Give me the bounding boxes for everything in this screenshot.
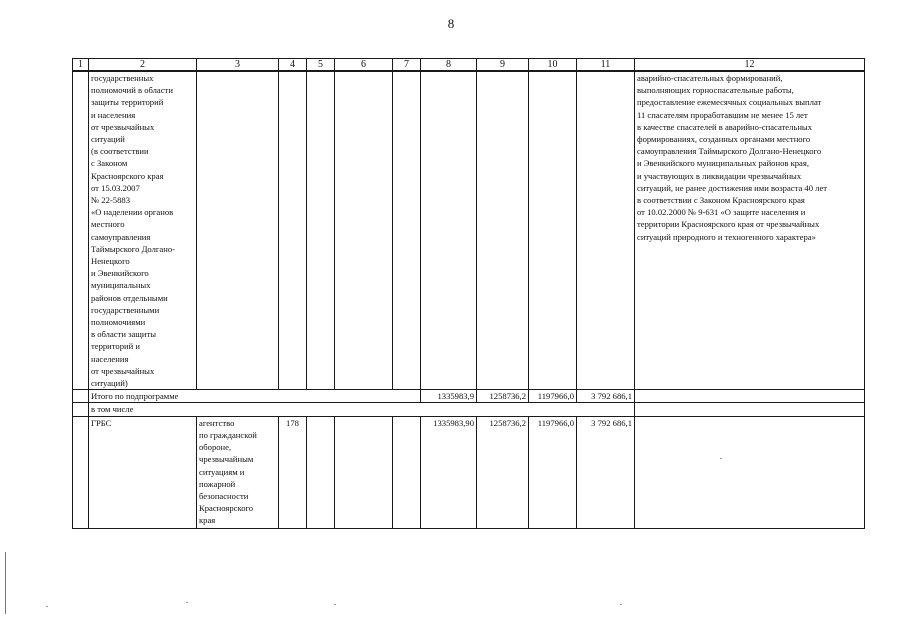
activity-row: [73, 71, 865, 390]
scan-speck: [46, 606, 48, 607]
scan-margin-line: [5, 552, 6, 614]
header-cell-4: 4: [279, 59, 307, 72]
expected-result-cell: [635, 71, 865, 390]
scan-speck: [720, 458, 722, 459]
activity-description-cell: [89, 71, 197, 390]
grbs-row: [73, 416, 865, 528]
header-cell-5: 5: [307, 59, 335, 72]
header-cell-9: 9: [477, 59, 529, 72]
grbs-label: ГРБС: [89, 416, 197, 528]
header-row: [73, 59, 865, 72]
grbs-col11: 3 792 686,1: [577, 416, 635, 528]
grbs-col10: 1197966,0: [529, 416, 577, 528]
header-cell-3: 3: [197, 59, 279, 72]
header-cell-2: 2: [89, 59, 197, 72]
total-label: Итого по подпрограмме: [89, 390, 421, 403]
total-col11: 3 792 686,1: [577, 390, 635, 403]
including-row: [73, 403, 865, 416]
total-row: [73, 390, 865, 403]
header-cell-12: 12: [635, 59, 865, 72]
header-cell-11: 11: [577, 59, 635, 72]
grbs-code: 178: [279, 416, 307, 528]
grbs-col9: 1258736,2: [477, 416, 529, 528]
scan-speck: [186, 602, 188, 603]
grbs-agency: агентство по гражданской обороне, чрезвычайным ситуациям и пожарной безопасности Красноярского края: [199, 417, 257, 526]
expected-result-text: аварийно-спасательных формирований, выполняющих горноспасательные работы, предоставление ежемесячных социальных выплат 11 спасателям проработавшим не менее 15 лет в качестве спасателей в аварийно-спасательных формированиях, созданных органами местного самоуправления Таймырского Долгано-Ненецкого и Эвенкийского муниципальных районов края, и участвующих в ликвидации чрезвычайных ситуаций, не ранее достижения ими возраста 40 лет в соответствии с Законом Красноярского края от 10.02.2000 № 9-631 «О защите населения и территории Красноярского края от чрезвычайных ситуаций природного и техногенного характера»: [637, 73, 828, 242]
total-col8: 1335983,9: [421, 390, 477, 403]
header-cell-1: 1: [73, 59, 89, 72]
header-cell-8: 8: [421, 59, 477, 72]
page-number: 8: [447, 16, 455, 31]
grbs-agency-cell: [197, 416, 279, 528]
header-cell-6: 6: [335, 59, 393, 72]
total-col9: 1258736,2: [477, 390, 529, 403]
budget-table: [72, 58, 865, 529]
header-cell-7: 7: [393, 59, 421, 72]
activity-description: государственных полномочий в области защиты территорий и населения от чрезвычайных ситуаций (в соответствии с Законом Красноярского края от 15.03.2007 № 22-5883 «О наделении органов местного самоуправления Таймырского Долгано- Ненецкого и Эвенкийского муниципальных районов отдельными государственными полномочиями в области защиты территорий и населения от чрезвычайных ситуаций): [91, 73, 175, 389]
header-cell-10: 10: [529, 59, 577, 72]
including-label: в том числе: [89, 403, 635, 416]
grbs-col8: 1335983,90: [421, 416, 477, 528]
scan-speck: [620, 604, 622, 605]
total-col10: 1197966,0: [529, 390, 577, 403]
scan-speck: [334, 604, 336, 605]
